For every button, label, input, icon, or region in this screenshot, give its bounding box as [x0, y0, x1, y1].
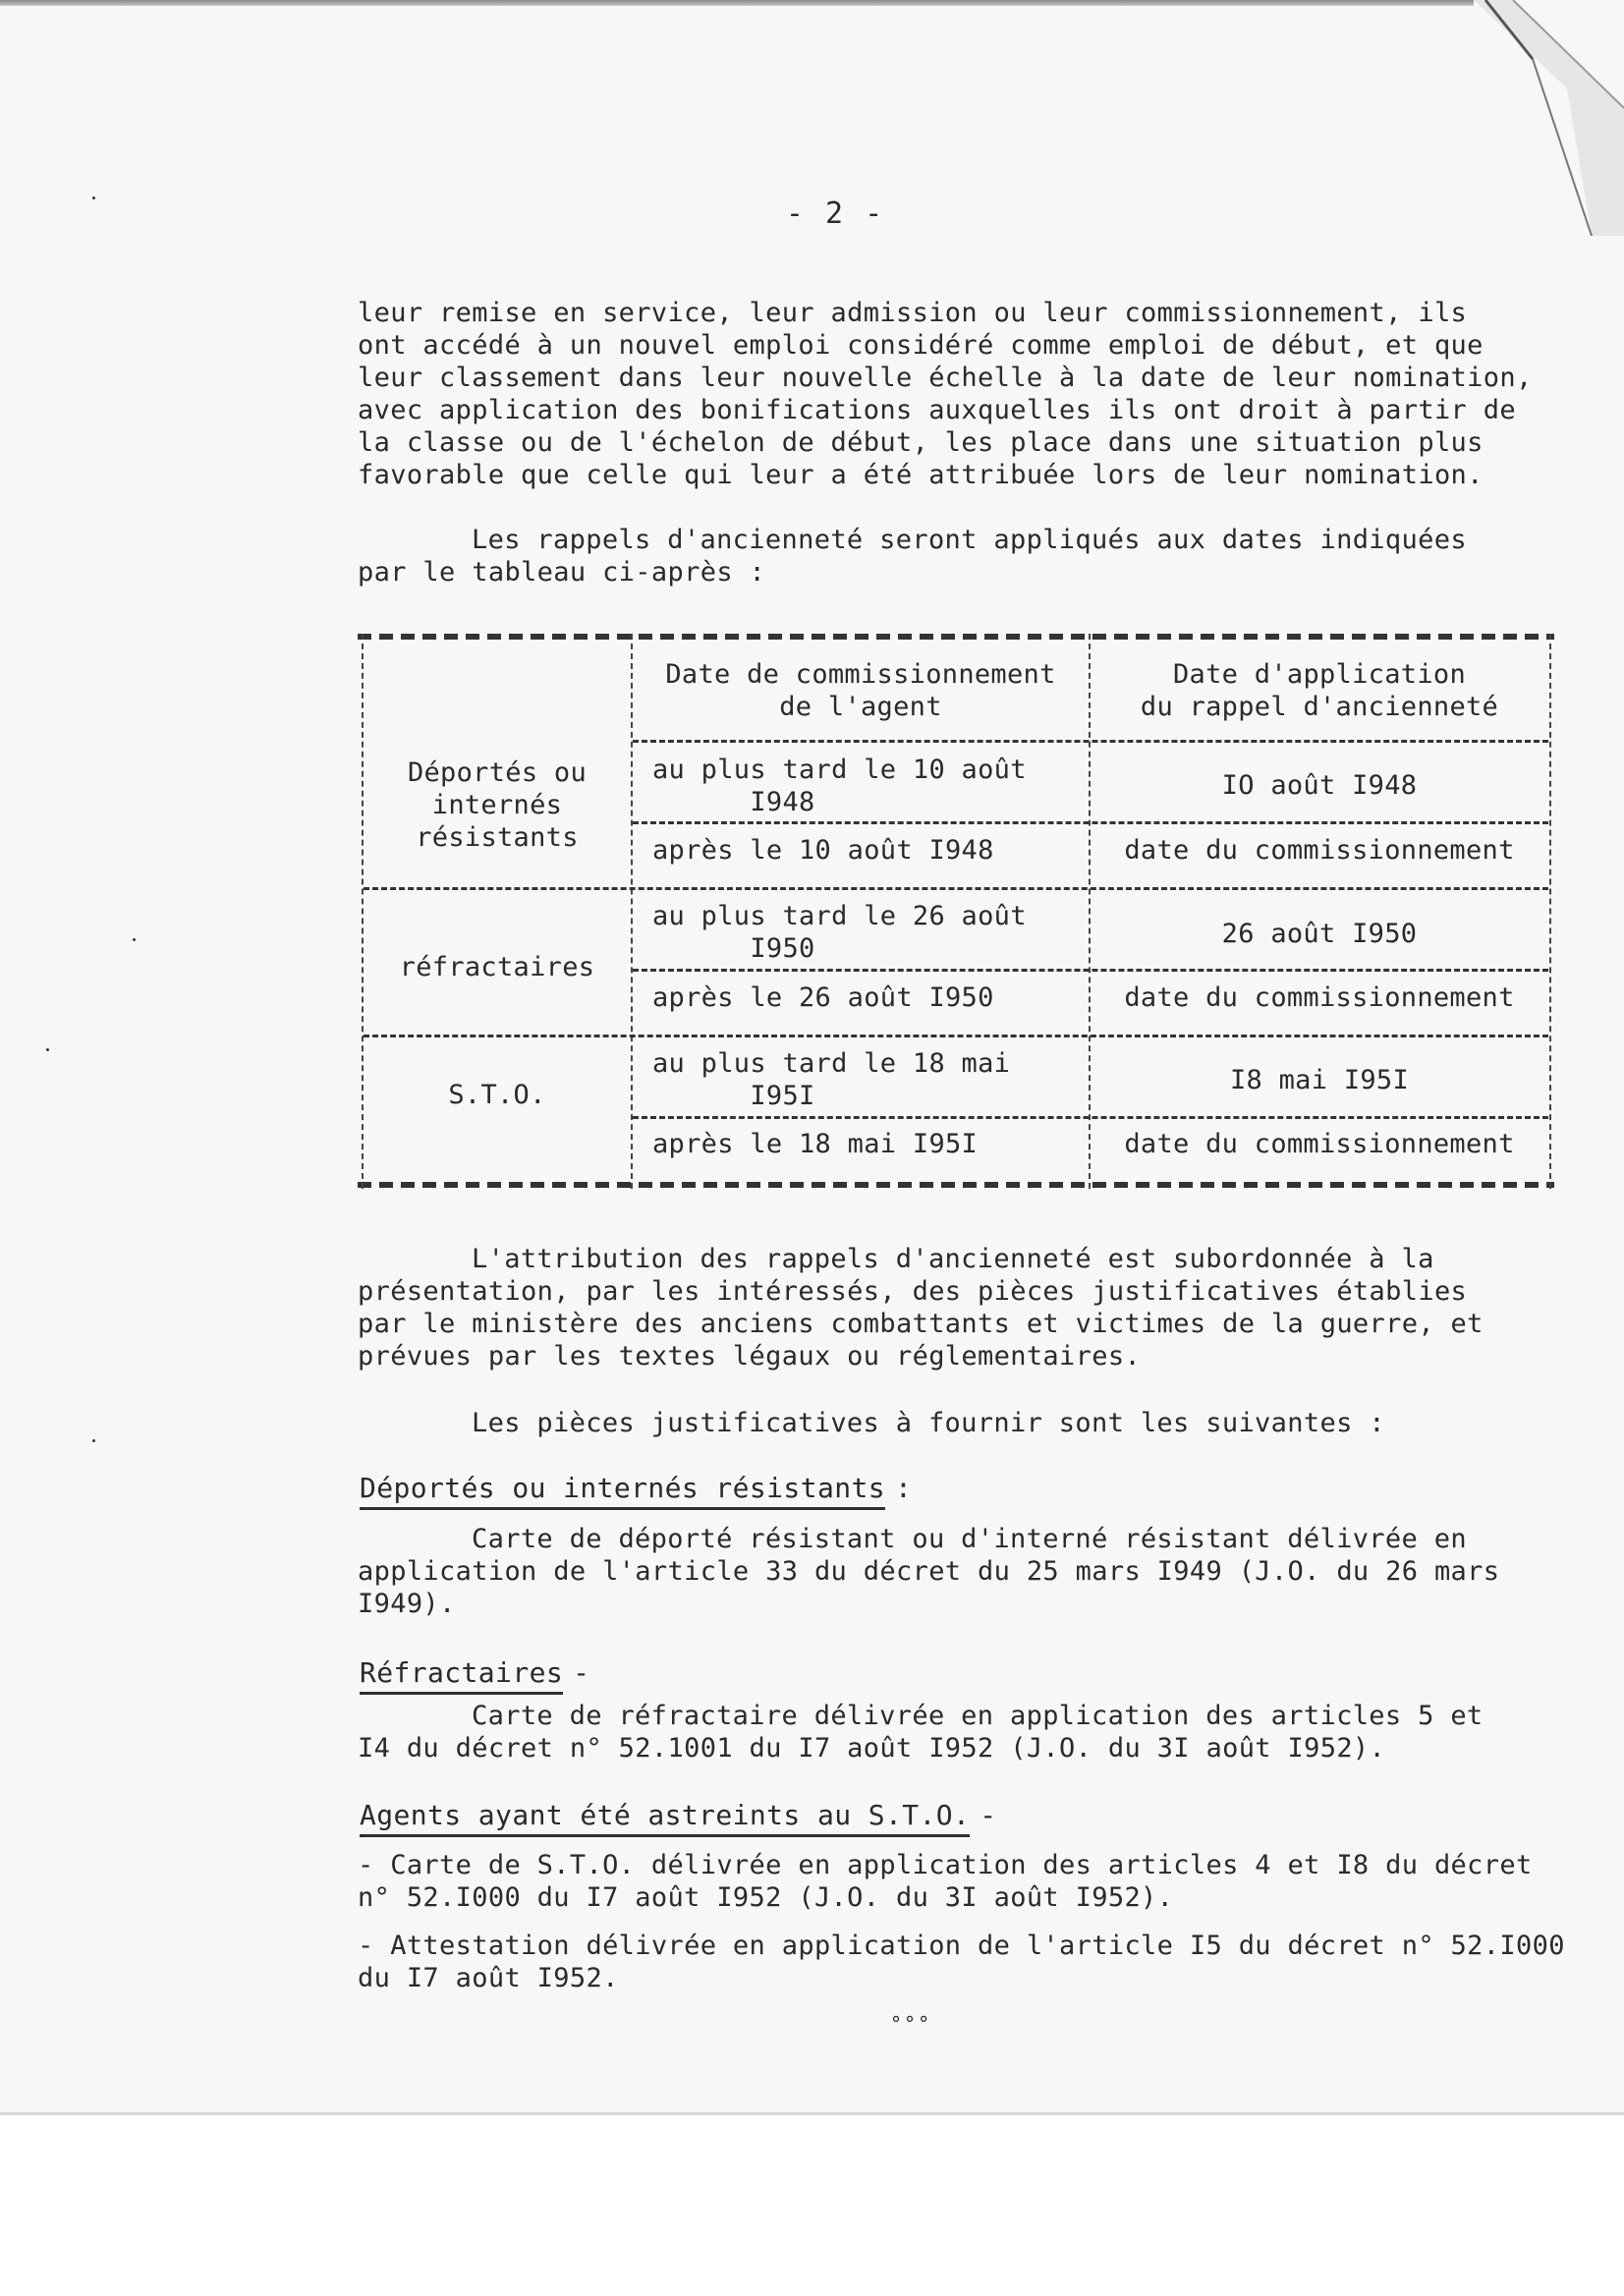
section-heading-refractaires	[360, 1656, 589, 1695]
section-suffix: -	[980, 1799, 997, 1831]
row-divider	[633, 969, 1548, 972]
table-right-border	[1549, 634, 1551, 1189]
group-divider	[364, 887, 1548, 890]
table-cell: IO août I948	[1221, 770, 1418, 801]
section-body-refractaires: Carte de réfractaire délivrée en application des articles 5 et I4 du décret n° 52.1001 du I7 août I952 (J.O. du 3I août I952).	[358, 1701, 1484, 1764]
category-refractaires: réfractaires	[399, 952, 595, 982]
header-date-commissionnement: Date de commissionnement de l'agent	[665, 659, 1056, 722]
header-divider	[633, 740, 1548, 743]
row-divider	[633, 1116, 1548, 1119]
table-cell: I8 mai I95I	[1229, 1065, 1410, 1095]
section-suffix: :	[894, 1472, 913, 1504]
table-cell: après le 18 mai I95I	[652, 1129, 979, 1159]
scan-speck	[133, 938, 136, 941]
table-cell: 26 août I950	[1221, 919, 1418, 949]
table-left-border	[362, 634, 364, 1189]
rappels-table	[358, 634, 1554, 1189]
table-cell: au plus tard le 18 mai I95I	[652, 1048, 1011, 1111]
row-divider	[633, 821, 1548, 824]
table-cell: date du commissionnement	[1124, 982, 1515, 1013]
section-suffix: -	[573, 1656, 590, 1689]
scan-speck	[46, 1048, 49, 1051]
section-title: Agents ayant été astreints au S.T.O.	[360, 1799, 970, 1837]
table-top-border	[358, 634, 1554, 640]
scan-top-edge	[0, 0, 1474, 6]
section-heading-sto	[360, 1799, 997, 1837]
scan-speck	[92, 196, 95, 199]
header-date-application: Date d'application du rappel d'ancienneté	[1140, 659, 1499, 722]
table-cell: au plus tard le 10 août I948	[652, 755, 1027, 817]
table-cell: date du commissionnement	[1124, 835, 1515, 866]
sto-item-carte: - Carte de S.T.O. délivrée en application des articles 4 et I8 du décret n° 52.I000 du I7 août I952 (J.O. du 3I août I952).	[358, 1850, 1533, 1913]
table-cell: date du commissionnement	[1124, 1129, 1515, 1159]
section-title: Réfractaires	[360, 1656, 563, 1695]
section-title: Déportés ou internés résistants	[360, 1472, 885, 1510]
group-divider	[364, 1035, 1548, 1037]
category-deportes: Déportés ou internés résistants	[407, 757, 588, 853]
page-number: - 2 -	[785, 196, 885, 231]
rappels-paragraph: Les rappels d'ancienneté seront appliqués aux dates indiquées par le tableau ci-après :	[358, 525, 1467, 588]
sto-item-attestation: - Attestation délivrée en application de l'article I5 du décret n° 52.I000 du I7 août I952.	[358, 1931, 1565, 1993]
table-cell: après le 10 août I948	[652, 835, 994, 866]
end-mark: °°°	[890, 2012, 932, 2036]
section-heading-deportes	[360, 1472, 912, 1510]
page-bottom-edge	[0, 2112, 1624, 2115]
table-bottom-border	[358, 1182, 1554, 1188]
pieces-paragraph: Les pièces justificatives à fournir sont les suivantes :	[472, 1408, 1385, 1438]
intro-paragraph: leur remise en service, leur admission ou leur commissionnement, ils ont accédé à un nouvel emploi considéré comme emploi de début, et que leur classement dans leur nouvelle échelle à la date de leur nomination, avec application des bonifications auxquelles ils ont droit à partir de la classe ou de l'échelon de début, les place dans une situation plus favorable que celle qui leur a été attribuée lors de leur nomination.	[358, 298, 1533, 490]
section-body-deportes: Carte de déporté résistant ou d'interné résistant délivrée en application de l'article 33 du décret du 25 mars I949 (J.O. du 26 mars I949).	[358, 1524, 1500, 1619]
table-cell: après le 26 août I950	[652, 982, 994, 1013]
page-corner-fold	[1474, 0, 1624, 236]
table-cell: au plus tard le 26 août I950	[652, 901, 1027, 964]
attribution-paragraph: L'attribution des rappels d'ancienneté est subordonnée à la présentation, par les intéressés, des pièces justificatives établies par le ministère des anciens combattants et victimes de la guerre, et prévues par les textes légaux ou réglementaires.	[358, 1244, 1484, 1372]
scan-speck	[92, 1439, 95, 1442]
category-sto: S.T.O.	[448, 1080, 546, 1110]
